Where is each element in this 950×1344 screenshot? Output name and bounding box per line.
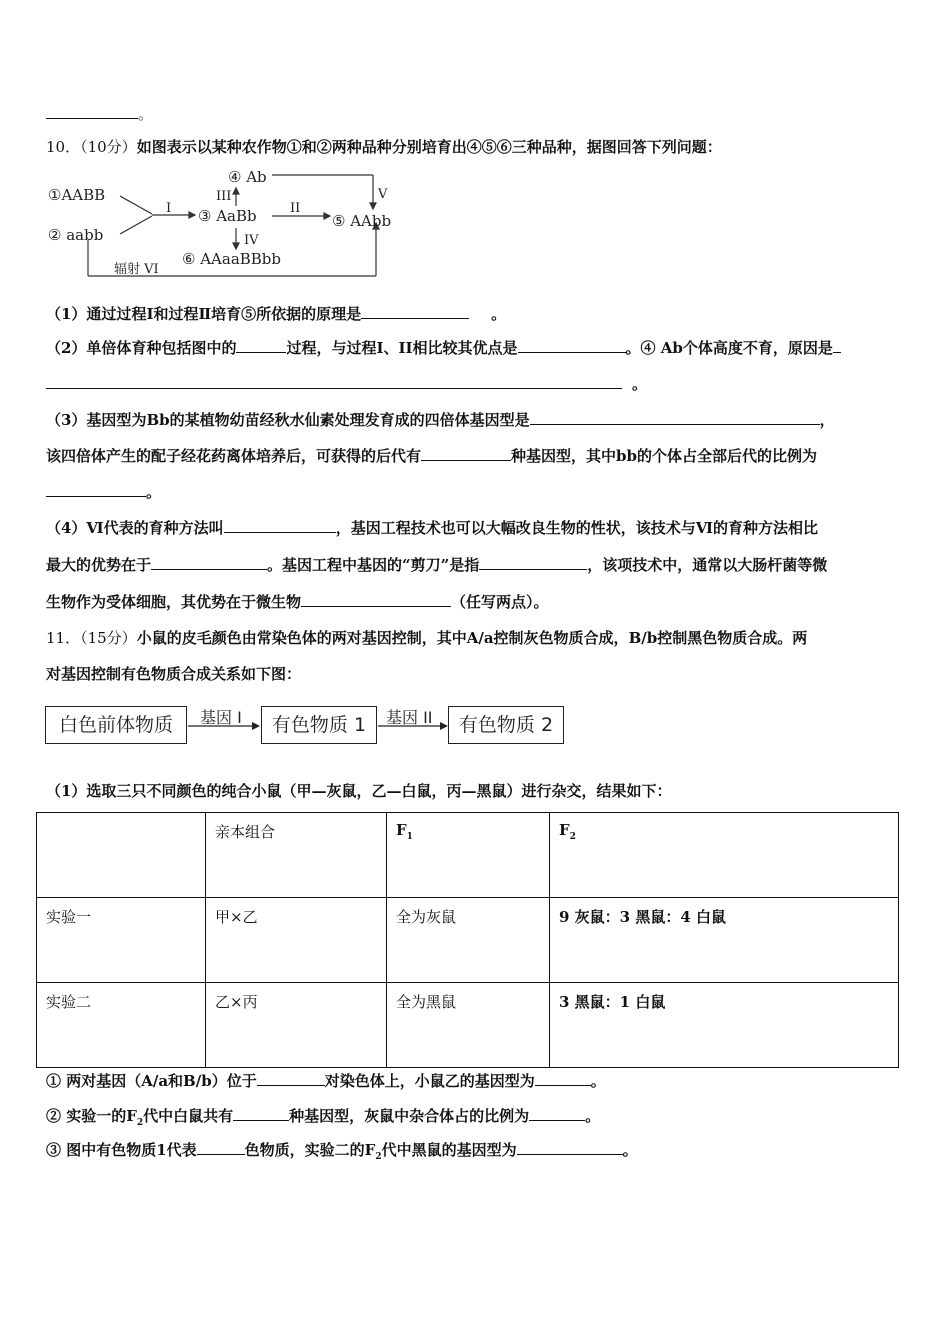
q10-part4-end bbox=[46, 592, 549, 612]
q11-stem bbox=[46, 628, 807, 648]
prev-tail: 。 bbox=[138, 105, 154, 123]
q10-part3-cont bbox=[46, 446, 817, 466]
q10-p3-end: 。 bbox=[146, 483, 162, 501]
answer-blank[interactable] bbox=[518, 338, 626, 353]
flow-arrow-1 bbox=[186, 718, 262, 732]
table-header-cell bbox=[550, 813, 899, 898]
q10-p4-text-g: （任写两点）。 bbox=[451, 593, 549, 611]
q11-stem-a: 小鼠的皮毛颜色由常染色体的两对基因控制，其中 bbox=[136, 629, 467, 647]
q11-s3-end: 。 bbox=[622, 1141, 638, 1159]
table-header-cell bbox=[37, 813, 206, 898]
f2-label: F bbox=[559, 821, 570, 839]
table-header-row bbox=[37, 813, 899, 898]
table-header-cell bbox=[387, 813, 550, 898]
table-header-cell: 亲本组合 bbox=[206, 813, 387, 898]
answer-blank[interactable] bbox=[151, 555, 267, 570]
answer-blank[interactable] bbox=[529, 1106, 585, 1121]
flow-label-gene2: 基因 II bbox=[386, 708, 433, 727]
q10-score: （10分） bbox=[80, 138, 137, 156]
table-cell: 全为灰鼠 bbox=[387, 898, 550, 983]
table-cell: 3 黑鼠：1 白鼠 bbox=[550, 983, 899, 1068]
answer-blank[interactable] bbox=[301, 592, 451, 607]
answer-blank[interactable] bbox=[197, 1140, 245, 1155]
process-V: V bbox=[378, 187, 388, 202]
q11-stem-cont bbox=[46, 664, 301, 684]
q11-s2-text-a: ② 实验一的F bbox=[46, 1107, 137, 1125]
q10-p3-text-b: ， bbox=[819, 411, 835, 429]
q11-stem-c: 控制灰色物质合成， bbox=[493, 629, 629, 647]
q11-s2-text-c: 种基因型，灰鼠中杂合体占的比例为 bbox=[289, 1107, 530, 1125]
q10-p4-text-e: ，该项技术中，通常以大肠杆菌等微 bbox=[587, 556, 828, 574]
q10-part2-cont bbox=[46, 374, 647, 394]
q11-s2-end: 。 bbox=[585, 1107, 601, 1125]
q10-p1-end: 。 bbox=[491, 305, 507, 323]
process-VI: 辐射 VI bbox=[114, 262, 159, 277]
q11-score: （15分） bbox=[80, 629, 137, 647]
answer-blank[interactable] bbox=[236, 338, 286, 353]
table-row bbox=[37, 983, 899, 1068]
q11-sub1 bbox=[46, 1071, 606, 1091]
q11-s1-text-b: 对染色体上，小鼠乙的基因型为 bbox=[324, 1072, 535, 1090]
q10-part3 bbox=[46, 410, 835, 430]
q11-number: 11． bbox=[46, 629, 81, 647]
q10-p4-text-f: 生物作为受体细胞，其优势在于微生物 bbox=[46, 593, 302, 611]
q10-p4-text-a: （4）Ⅵ代表的育种方法叫 bbox=[46, 519, 224, 537]
answer-blank[interactable] bbox=[530, 410, 820, 425]
node-1: ①AABB bbox=[48, 186, 106, 204]
answer-blank[interactable] bbox=[46, 374, 622, 389]
table-cell: 甲×乙 bbox=[206, 898, 387, 983]
answer-blank[interactable] bbox=[46, 104, 138, 119]
q10-part4-cont bbox=[46, 555, 827, 575]
q11-stem-b: A/a bbox=[466, 629, 494, 647]
process-III: III bbox=[216, 189, 232, 204]
q11-part1 bbox=[46, 781, 671, 801]
node-6: ⑥ AAaaBBbb bbox=[182, 250, 282, 268]
answer-blank[interactable] bbox=[257, 1071, 325, 1086]
q11-s1-end: 。 bbox=[590, 1072, 606, 1090]
answer-blank[interactable] bbox=[361, 304, 469, 319]
answer-blank[interactable] bbox=[46, 482, 146, 497]
q11-s1-text-a: ① 两对基因（A/a和B/b）位于 bbox=[46, 1072, 257, 1090]
answer-blank[interactable] bbox=[421, 446, 511, 461]
q11-s3-text-a: ③ 图中有色物质1代表 bbox=[46, 1141, 197, 1159]
q10-p4-text-b: ，基因工程技术也可以大幅改良生物的性状，该技术与Ⅵ的育种方法相比 bbox=[335, 519, 818, 537]
answer-blank[interactable] bbox=[233, 1106, 289, 1121]
table-cell: 实验二 bbox=[37, 983, 206, 1068]
breeding-diagram bbox=[40, 162, 410, 286]
q10-p2-end: 。 bbox=[632, 375, 648, 393]
answer-blank[interactable] bbox=[535, 1071, 591, 1086]
table-cell: 全为黑鼠 bbox=[387, 983, 550, 1068]
q10-p3-text-d: 种基因型，其中bb的个体占全部后代的比例为 bbox=[511, 447, 817, 465]
node-2: ② aabb bbox=[48, 226, 104, 244]
q11-s2-text-b: 代中白鼠共有 bbox=[143, 1107, 234, 1125]
results-table bbox=[36, 812, 899, 1068]
flow-box-pigment2: 有色物质 2 bbox=[448, 706, 564, 744]
q10-part2 bbox=[46, 338, 841, 358]
q10-part3-end bbox=[46, 482, 161, 502]
q11-s3-text-c: 代中黑鼠的基因型为 bbox=[381, 1141, 517, 1159]
table-cell: 实验一 bbox=[37, 898, 206, 983]
q10-stem bbox=[46, 137, 722, 157]
prev-answer-line bbox=[46, 104, 153, 124]
q10-p4-text-c: 最大的优势在于 bbox=[46, 556, 152, 574]
q11-s3-text-b: 色物质，实验二的F bbox=[244, 1141, 376, 1159]
flow-box-pigment1: 有色物质 1 bbox=[261, 706, 377, 744]
table-cell: 乙×丙 bbox=[206, 983, 387, 1068]
q10-p2-text-a: （2）单倍体育种包括图中的 bbox=[46, 339, 237, 357]
q10-p2-text-b: 过程，与过程I、II相比较其优点是 bbox=[286, 339, 518, 357]
flow-label-gene1: 基因 I bbox=[200, 708, 242, 727]
q10-p3-text-c: 该四倍体产生的配子经花药离体培养后，可获得的后代有 bbox=[46, 447, 422, 465]
q11-s3-sub: 2 bbox=[375, 1152, 382, 1162]
q11-sub3 bbox=[46, 1140, 638, 1167]
q11-stem-2: 对基因控制有色物质合成关系如下图： bbox=[46, 665, 302, 683]
table-cell: 9 灰鼠：3 黑鼠：4 白鼠 bbox=[550, 898, 899, 983]
q11-sub2 bbox=[46, 1106, 600, 1133]
process-IV: IV bbox=[244, 233, 259, 248]
node-3: ③ AaBb bbox=[198, 207, 257, 225]
q10-number: 10． bbox=[46, 138, 81, 156]
process-II: II bbox=[290, 201, 301, 216]
table-row bbox=[37, 898, 899, 983]
flow-box-white-precursor: 白色前体物质 bbox=[45, 706, 187, 744]
q11-p1-text: （1）选取三只不同颜色的纯合小鼠（甲—灰鼠，乙—白鼠，丙—黑鼠）进行杂交，结果如下： bbox=[46, 782, 672, 800]
f1-label: F bbox=[396, 821, 407, 839]
q10-p3-text-a: （3）基因型为Bb的某植物幼苗经秋水仙素处理发育成的四倍体基因型是 bbox=[46, 411, 530, 429]
q10-part4 bbox=[46, 518, 818, 538]
flow-arrow-2 bbox=[376, 718, 450, 732]
process-I: I bbox=[166, 201, 172, 216]
q10-p2-text-c: 。④ Ab个体高度不育，原因是 bbox=[625, 339, 833, 357]
q10-part1 bbox=[46, 304, 506, 324]
answer-blank[interactable] bbox=[833, 338, 841, 353]
answer-blank[interactable] bbox=[517, 1140, 623, 1155]
answer-blank[interactable] bbox=[224, 518, 336, 533]
q11-stem-e: 控制黑色物质合成。两 bbox=[657, 629, 808, 647]
q10-p4-text-d: 。基因工程中基因的“剪刀”是指 bbox=[267, 556, 480, 574]
q11-stem-d: B/b bbox=[628, 629, 658, 647]
q10-stem-text: 如图表示以某种农作物①和②两种品种分别培育出④⑤⑥三种品种，据图回答下列问题： bbox=[136, 138, 722, 156]
f1-sub: 1 bbox=[406, 832, 413, 842]
node-5: ⑤ AAbb bbox=[332, 212, 392, 230]
q11-s2-sub: 2 bbox=[136, 1118, 144, 1128]
answer-blank[interactable] bbox=[479, 555, 587, 570]
f2-sub: 2 bbox=[569, 832, 576, 842]
node-4: ④ Ab bbox=[228, 168, 267, 186]
q10-p1-text: （1）通过过程Ⅰ和过程Ⅱ培育⑤所依据的原理是 bbox=[46, 305, 362, 323]
